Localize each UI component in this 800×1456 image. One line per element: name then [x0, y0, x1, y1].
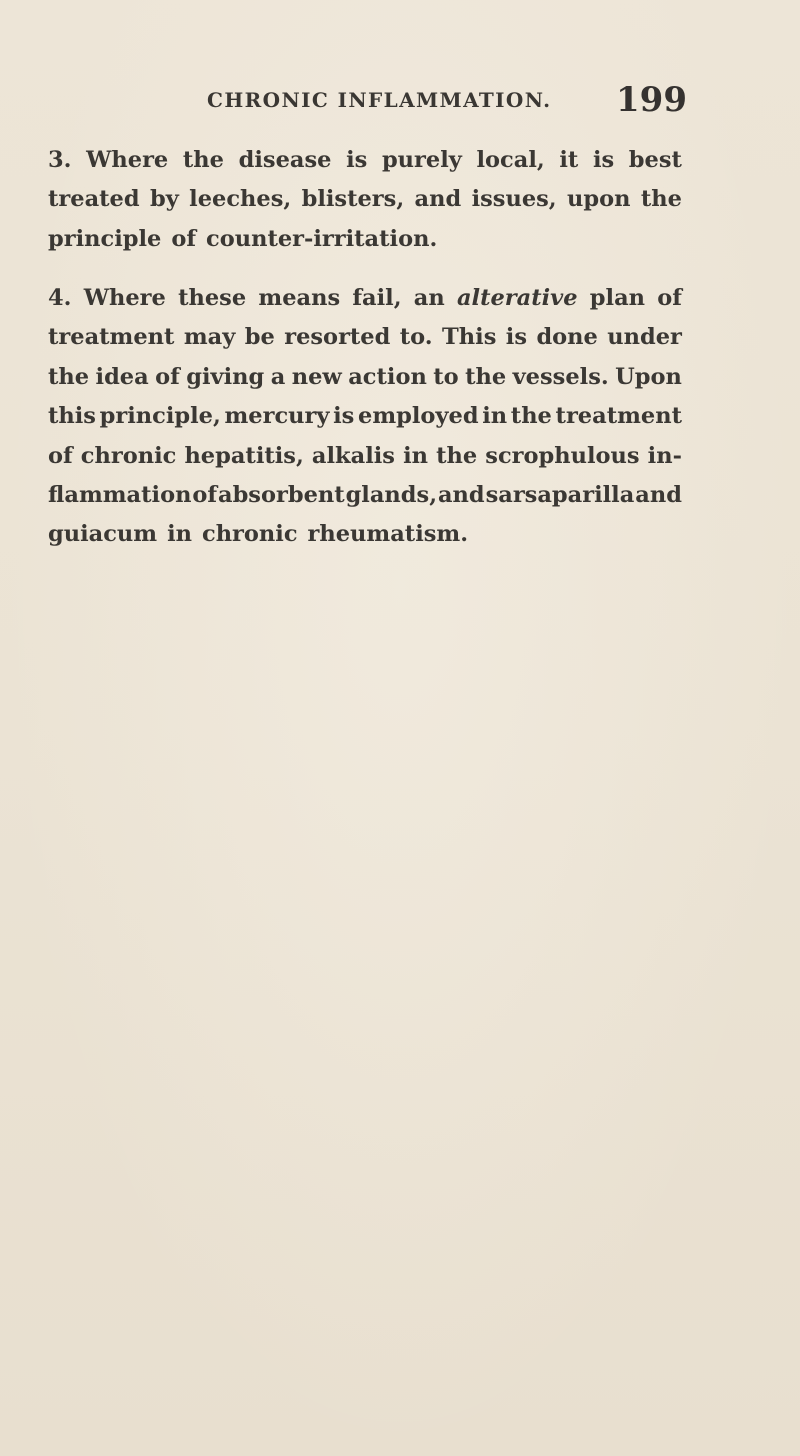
word: new	[291, 363, 342, 390]
word: is	[346, 147, 368, 173]
word: treated	[48, 186, 140, 213]
word: of	[657, 285, 682, 311]
text-line	[48, 358, 682, 397]
word: the	[48, 363, 90, 390]
word: chronic	[202, 521, 298, 548]
word: by	[149, 186, 179, 213]
word: fail,	[352, 285, 402, 311]
word: is	[592, 147, 615, 173]
word: of	[48, 442, 73, 469]
word: alkalis	[311, 442, 395, 469]
text-line	[48, 141, 682, 180]
text-line	[48, 220, 682, 259]
word: treatment	[48, 324, 175, 351]
word: means	[258, 285, 341, 311]
word: these	[178, 285, 247, 311]
word: Upon	[615, 363, 682, 390]
word: principle	[48, 225, 162, 252]
word: is	[333, 403, 355, 430]
word: the	[510, 403, 552, 430]
word: sarsaparilla	[485, 481, 635, 508]
word: best	[628, 147, 682, 173]
text-line	[48, 180, 682, 219]
word: the	[182, 147, 224, 173]
word: in	[167, 521, 192, 548]
word: plan	[589, 285, 646, 311]
word: treatment	[555, 403, 682, 430]
text-line	[48, 279, 682, 318]
word: it	[559, 147, 579, 173]
word: hepatitis,	[184, 442, 304, 469]
word: resorted	[284, 324, 391, 351]
word: local,	[476, 147, 545, 173]
word: of	[155, 363, 180, 390]
word: mercury	[224, 403, 330, 430]
text-line	[48, 397, 682, 436]
word: scrophulous	[485, 442, 640, 469]
word: upon	[567, 186, 631, 213]
word: is	[505, 324, 528, 351]
word: and	[414, 186, 462, 213]
word: glands,	[345, 481, 438, 508]
word: 4.	[48, 285, 72, 311]
word: purely	[381, 147, 462, 173]
word: giving	[186, 363, 265, 390]
word: vessels.	[512, 363, 609, 390]
word: in	[403, 442, 428, 469]
word: principle,	[99, 403, 221, 430]
word: 3.	[48, 147, 72, 173]
word: idea	[95, 363, 149, 390]
word: disease	[238, 147, 332, 173]
word: an	[413, 285, 445, 311]
word: be	[244, 324, 275, 351]
word: counter-irritation.	[206, 225, 438, 252]
word: Where	[83, 285, 166, 311]
page-number: 199	[616, 80, 687, 120]
word: and	[635, 481, 682, 508]
paragraph-3	[48, 141, 682, 259]
word: a	[270, 363, 286, 390]
word: to	[433, 363, 459, 390]
word: alterative	[456, 285, 578, 311]
text-line	[48, 318, 682, 357]
text-line	[48, 476, 682, 515]
word: to.	[399, 324, 433, 351]
word: chronic	[80, 442, 177, 469]
word: the	[436, 442, 478, 469]
word: this	[48, 403, 96, 430]
word: in	[482, 403, 508, 430]
word: of	[171, 225, 197, 252]
paragraph-4	[48, 279, 682, 555]
text-line	[48, 515, 682, 554]
word: may	[183, 324, 236, 351]
word: the	[640, 186, 682, 213]
running-head-title: CHRONIC INFLAMMATION.	[207, 88, 552, 112]
word: blisters,	[301, 186, 405, 213]
word: employed	[358, 403, 479, 430]
word: Where	[86, 147, 169, 173]
word: in-	[647, 442, 682, 469]
word: absorbent	[218, 481, 345, 508]
word: done	[536, 324, 598, 351]
word: issues,	[471, 186, 557, 213]
text-line	[48, 437, 682, 476]
word: This	[442, 324, 497, 351]
word: under	[607, 324, 682, 351]
word: rheumatism.	[307, 521, 469, 548]
word: of	[192, 481, 218, 508]
word: action	[348, 363, 427, 390]
word: the	[465, 363, 507, 390]
word: and	[437, 481, 485, 508]
word: leeches,	[189, 186, 292, 213]
word: guiacum	[48, 521, 158, 548]
word: flammation	[48, 481, 192, 508]
